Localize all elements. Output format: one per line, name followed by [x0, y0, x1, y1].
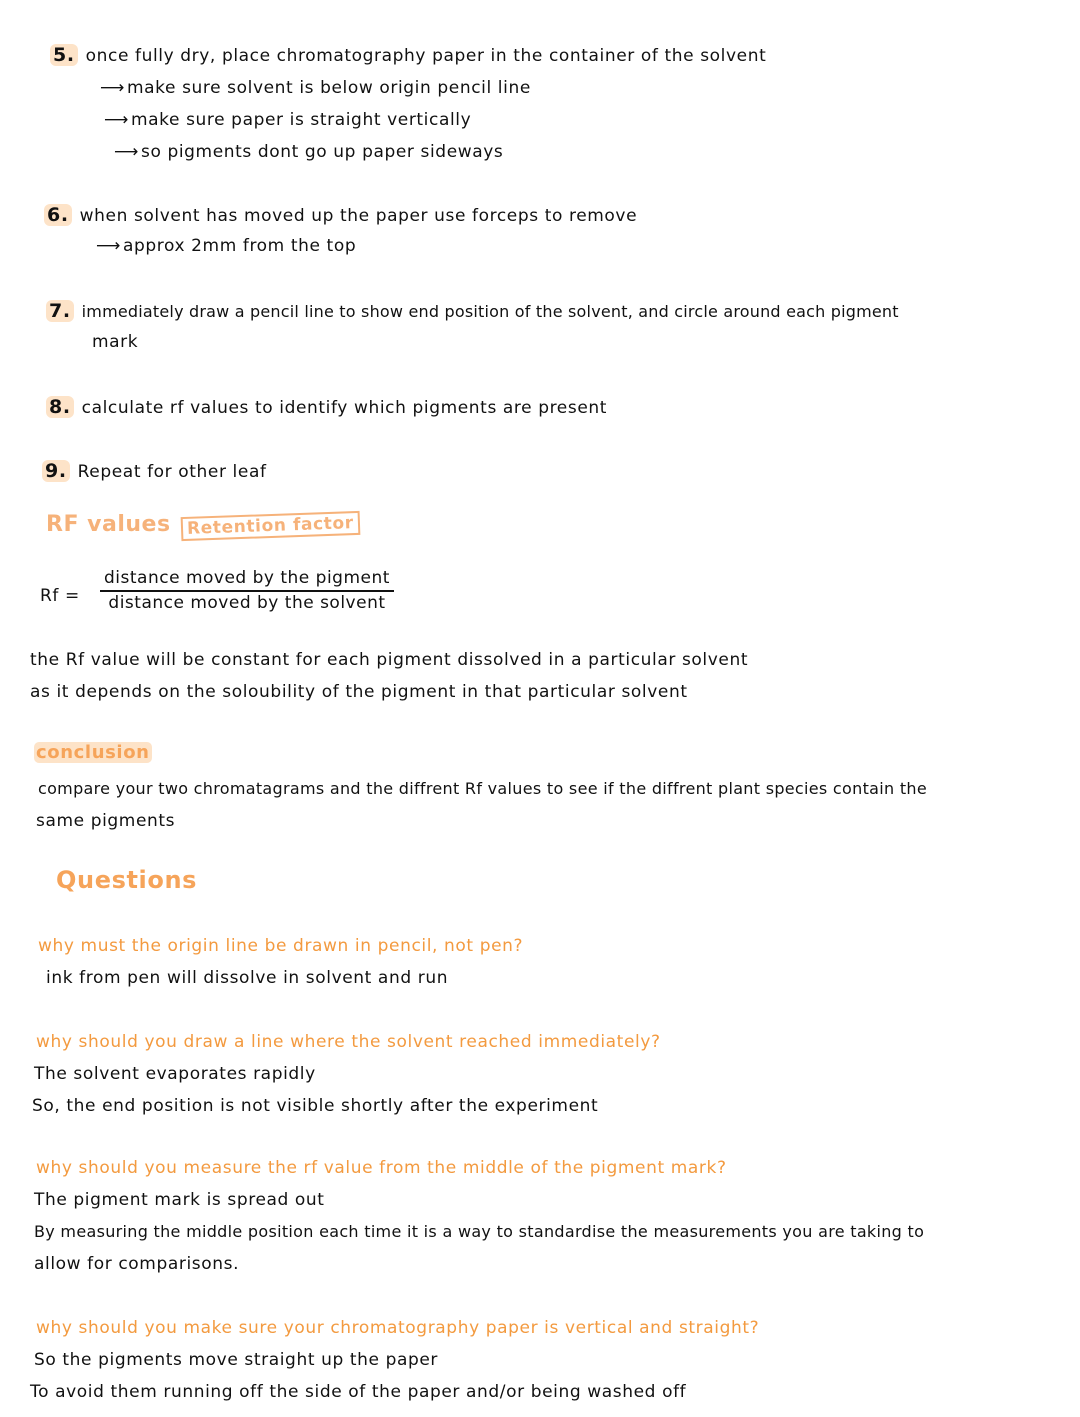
step-5-sub-3: ⟶ so pigments dont go up paper sideways: [114, 142, 504, 162]
conclusion-line-2: same pigments: [36, 811, 176, 831]
questions-heading: Questions: [56, 866, 198, 894]
answer-3-line-3: allow for comparisons.: [34, 1254, 240, 1274]
step-text: Repeat for other leaf: [77, 462, 267, 482]
step-number: 9.: [42, 460, 70, 482]
rf-numerator: distance moved by the pigment: [100, 568, 394, 592]
step-text: immediately draw a pencil line to show end position of the solvent, and circle around each pigment: [81, 302, 899, 321]
step-text: when solvent has moved up the paper use forceps to remove: [79, 206, 638, 226]
step-5: [50, 44, 766, 66]
step-6-sub-1: ⟶ approx 2mm from the top: [96, 236, 357, 256]
answer-4-line-1: So the pigments move straight up the paper: [34, 1350, 439, 1370]
arrow-icon: ⟶: [96, 236, 121, 256]
answer-4-line-2: To avoid them running off the side of the paper and/or being washed off: [30, 1382, 687, 1402]
step-7: [46, 300, 899, 322]
rf-bracket: Retention factor: [180, 511, 360, 541]
answer-1-line-1: ink from pen will dissolve in solvent and run: [46, 968, 449, 988]
step-8: [46, 396, 607, 418]
step-number: 6.: [44, 204, 72, 226]
rf-label: Rf =: [40, 586, 80, 606]
arrow-icon: ⟶: [114, 142, 139, 162]
question-2: why should you draw a line where the solvent reached immediately?: [36, 1032, 661, 1052]
answer-2-line-2: So, the end position is not visible shortly after the experiment: [32, 1096, 599, 1116]
rf-explanation-2: as it depends on the soloubility of the pigment in that particular solvent: [30, 682, 688, 702]
step-text: calculate rf values to identify which pigments are present: [81, 398, 608, 418]
rf-denominator: distance moved by the solvent: [108, 593, 386, 613]
step-number: 7.: [46, 300, 74, 322]
conclusion-heading: conclusion: [36, 742, 150, 763]
rf-heading: [46, 512, 359, 538]
step-9: [42, 460, 267, 482]
step-5-sub-1: ⟶ make sure solvent is below origin pencil line: [100, 78, 531, 98]
rf-formula: [100, 568, 394, 613]
question-4: why should you make sure your chromatography paper is vertical and straight?: [36, 1318, 760, 1338]
answer-3-line-2: By measuring the middle position each time it is a way to standardise the measurements you are taking to: [34, 1222, 925, 1241]
step-6: [44, 204, 637, 226]
step-number: 8.: [46, 396, 74, 418]
arrow-icon: ⟶: [100, 78, 125, 98]
arrow-icon: ⟶: [104, 110, 129, 130]
step-number: 5.: [50, 44, 78, 66]
question-3: why should you measure the rf value from the middle of the pigment mark?: [36, 1158, 727, 1178]
answer-2-line-1: The solvent evaporates rapidly: [34, 1064, 316, 1084]
rf-explanation-1: the Rf value will be constant for each pigment dissolved in a particular solvent: [30, 650, 749, 670]
step-7-cont: mark: [92, 332, 139, 352]
question-1: why must the origin line be drawn in pencil, not pen?: [38, 936, 524, 956]
rf-title: RF values: [46, 512, 171, 537]
step-5-sub-2: ⟶ make sure paper is straight vertically: [104, 110, 472, 130]
conclusion-line-1: compare your two chromatagrams and the diffrent Rf values to see if the diffrent plant species contain the: [38, 779, 927, 798]
answer-3-line-1: The pigment mark is spread out: [34, 1190, 325, 1210]
step-text: once fully dry, place chromatography paper in the container of the solvent: [85, 46, 767, 66]
